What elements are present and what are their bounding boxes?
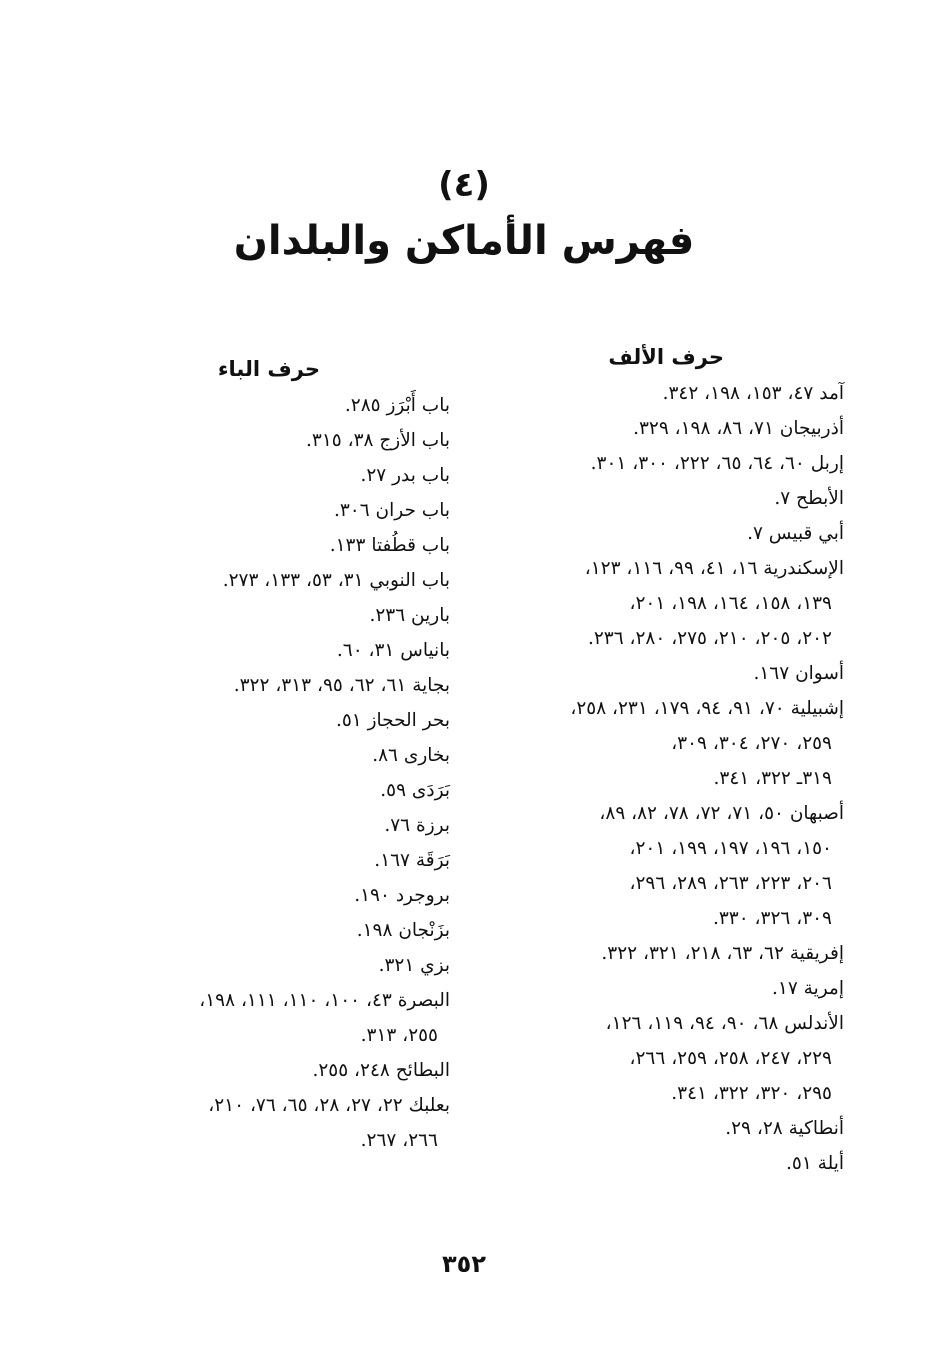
entry-list-alif <box>484 376 844 1181</box>
index-line: البطائح ٢٤٨، ٢٥٥. <box>312 1060 450 1081</box>
letter-heading-alif: حرف الألف <box>608 345 724 369</box>
index-line: أنطاكية ٢٨، ٢٩. <box>725 1118 844 1139</box>
column-baa <box>90 350 450 1158</box>
index-line: ٢٥٩، ٢٧٠، ٣٠٤، ٣٠٩، <box>671 733 832 754</box>
index-line: باب قطُفتا ١٣٣. <box>329 535 450 556</box>
index-line: أسوان ١٦٧. <box>753 663 844 684</box>
index-line: ١٥٠، ١٩٦، ١٩٧، ١٩٩، ٢٠١، <box>629 838 832 859</box>
index-line: بَرَقَة ١٦٧. <box>374 850 450 871</box>
index-line: ٣١٩ـ ٣٢٢، ٣٤١. <box>713 768 832 789</box>
index-line: ٢٢٩، ٢٤٧، ٢٥٨، ٢٥٩، ٢٦٦، <box>629 1048 832 1069</box>
index-line: بخارى ٨٦. <box>372 745 450 766</box>
index-line: بروجرد ١٩٠. <box>354 885 450 906</box>
index-line: بحر الحجاز ٥١. <box>335 710 450 731</box>
column-alif <box>484 338 844 1181</box>
index-line: أبي قبيس ٧. <box>747 523 844 544</box>
index-line: آمد ٤٧، ١٥٣، ١٩٨، ٣٤٢. <box>662 383 844 404</box>
index-line: الإسكندرية ١٦، ٤١، ٩٩، ١١٦، ١٢٣، <box>584 558 844 579</box>
index-line: باب بدر ٢٧. <box>360 465 450 486</box>
index-line: باب حران ٣٠٦. <box>333 500 450 521</box>
index-line: ٢٦٦، ٢٦٧. <box>360 1130 438 1151</box>
index-line: ٢٠٢، ٢٠٥، ٢١٠، ٢٧٥، ٢٨٠، ٢٣٦. <box>587 628 832 649</box>
index-line: ٣٠٩، ٣٢٦، ٣٣٠. <box>712 908 832 929</box>
index-line: الأبطح ٧. <box>774 488 844 509</box>
section-number: (٤) <box>438 165 490 205</box>
index-line: إمرية ١٧. <box>772 978 844 999</box>
index-line: البصرة ٤٣، ١٠٠، ١١٠، ١١١، ١٩٨، <box>199 990 450 1011</box>
index-line: ١٣٩، ١٥٨، ١٦٤، ١٩٨، ٢٠١، <box>629 593 832 614</box>
letter-heading-baa: حرف الباء <box>217 357 320 381</box>
index-line: باب النوبي ٣١، ٥٣، ١٣٣، ٢٧٣. <box>222 570 450 591</box>
index-line: إفريقية ٦٢، ٦٣، ٢١٨، ٣٢١، ٣٢٢. <box>601 943 844 964</box>
index-line: باب الأزج ٣٨، ٣١٥. <box>306 430 450 451</box>
index-line: بارين ٢٣٦. <box>369 605 450 626</box>
index-line: بزي ٣٢١. <box>378 955 450 976</box>
entry-list-baa <box>90 388 450 1158</box>
index-line: ٢٥٥، ٣١٣. <box>360 1025 438 1046</box>
index-line: بزَنْجان ١٩٨. <box>356 920 450 941</box>
page-number: ٣٥٢ <box>442 1250 486 1278</box>
index-line: باب أَبْرَز ٢٨٥. <box>344 395 450 416</box>
index-line: ٢٩٥، ٣٢٠، ٣٢٢، ٣٤١. <box>671 1083 832 1104</box>
index-line: الأندلس ٦٨، ٩٠، ٩٤، ١١٩، ١٢٦، <box>605 1013 844 1034</box>
index-line: بعلبك ٢٢، ٢٧، ٢٨، ٦٥، ٧٦، ٢١٠، <box>208 1095 450 1116</box>
index-line: بانياس ٣١، ٦٠. <box>336 640 450 661</box>
page-title: فهرس الأماكن والبلدان <box>233 218 695 264</box>
index-line: ٢٠٦، ٢٢٣، ٢٦٣، ٢٨٩، ٢٩٦، <box>629 873 832 894</box>
index-line: أيلة ٥١. <box>786 1153 844 1174</box>
index-line: بجاية ٦١، ٦٢، ٩٥، ٣١٣، ٣٢٢. <box>233 675 450 696</box>
index-line: بَرَدَى ٥٩. <box>380 780 450 801</box>
index-line: أصبهان ٥٠، ٧١، ٧٢، ٧٨، ٨٢، ٨٩، <box>599 803 844 824</box>
index-line: إشبيلية ٧٠، ٩١، ٩٤، ١٧٩، ٢٣١، ٢٥٨، <box>570 698 844 719</box>
index-line: إربل ٦٠، ٦٤، ٦٥، ٢٢٢، ٣٠٠، ٣٠١. <box>590 453 844 474</box>
index-line: أذربيجان ٧١، ٨٦، ١٩٨، ٣٢٩. <box>633 418 844 439</box>
index-line: برزة ٧٦. <box>384 815 450 836</box>
